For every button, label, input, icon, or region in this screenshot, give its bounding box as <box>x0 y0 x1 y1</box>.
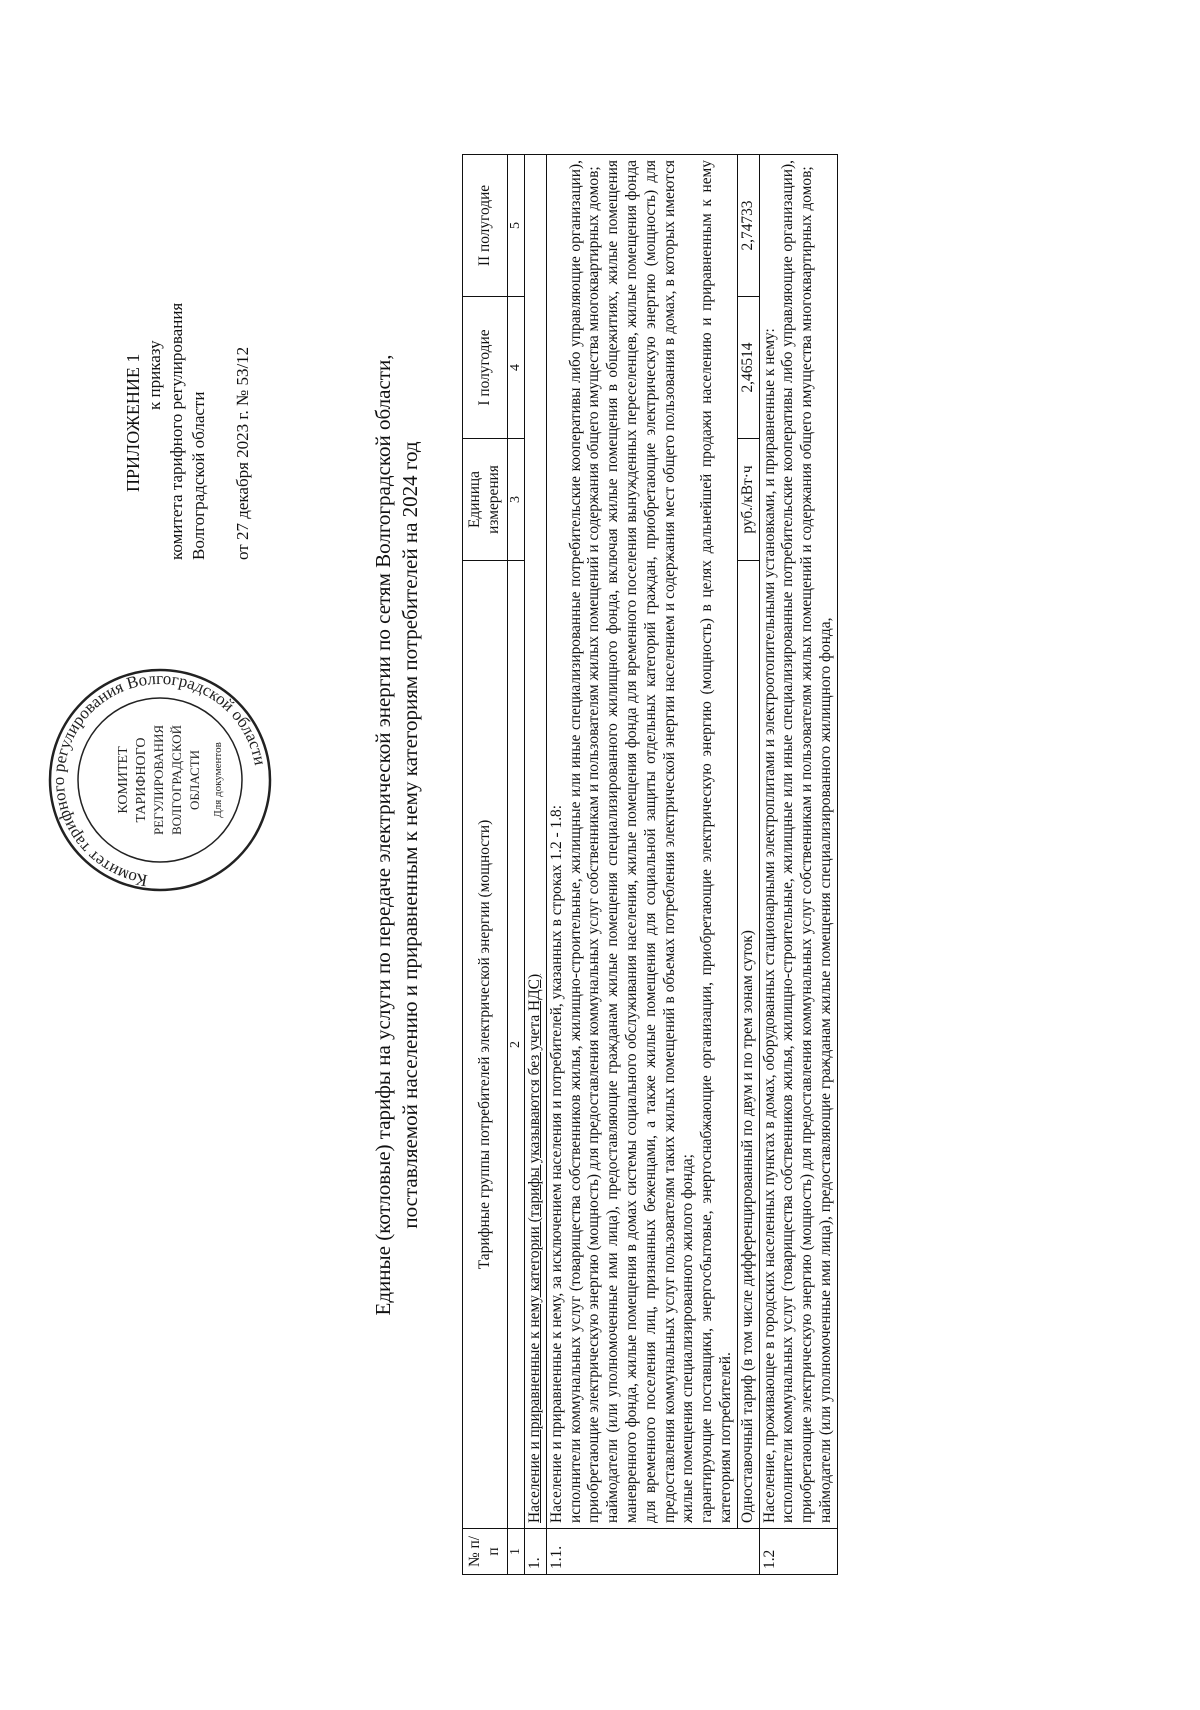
row-1-num: 1. <box>525 1529 547 1575</box>
colnum-1: 1 <box>508 1529 525 1575</box>
row-1-1-text <box>546 155 737 1529</box>
row-1-text <box>525 155 547 1529</box>
header-group: Тарифные группы потребителей электрической энергии (мощности) <box>463 561 508 1529</box>
committee-name: комитета тарифного регулирования <box>167 302 186 560</box>
colnum-5: 5 <box>508 155 525 297</box>
single-rate-h1: 2,46514 <box>737 297 759 439</box>
row-1-1-para-1: исполнители коммунальных услуг (товарищества собственников жилья, жилищно-строительные, жилищные или иные специализированные потребительские кооперативы либо управляющие организации), приобретающие электрическую энергию (мощность) для предоставления коммунальных услуг собственникам и пользователям жилых помещений и содержания общего имущества многоквартирных домов; <box>566 160 603 1523</box>
table-row <box>759 155 837 1575</box>
colnum-3: 3 <box>508 439 525 561</box>
table-header-row <box>463 155 508 1575</box>
table-row <box>546 155 737 1575</box>
document-title <box>370 260 424 1410</box>
single-rate-unit: руб./кВт·ч <box>737 439 759 561</box>
title-line-1: Единые (котловые) тарифы на услуги по передаче электрической энергии по сетям Волгоградской области, <box>371 354 395 1316</box>
title-line-2: поставляемой населению и приравненным к нему категориям потребителей на 2024 год <box>398 441 422 1229</box>
single-rate-text: Одноставочный тариф (в том числе дифференцированный по двум и по трем зонам суток) <box>737 561 759 1529</box>
order-ref: к приказу <box>145 340 164 410</box>
seal-center-1: КОМИТЕТ <box>116 746 131 814</box>
tariff-table <box>462 154 838 1575</box>
order-date: от 27 декабря 2023 г. № 53/12 <box>233 346 252 560</box>
header-unit: Единица измерения <box>463 439 508 561</box>
row-1-1-para-3: гарантирующие поставщики, энергосбытовые, энергоснабжающие организации, приобретающие электрическую энергию (мощность) в целях дальнейшей продажи населению и приравненным к нему категориям потребителей. <box>698 160 734 1523</box>
region-name: Волгоградской области <box>189 391 208 560</box>
row-1-1-num: 1.1. <box>546 1529 759 1575</box>
header-num: № п/п <box>463 1529 508 1575</box>
header-h2: II полугодие <box>463 155 508 297</box>
table-row <box>525 155 547 1575</box>
seal-center-5: ОБЛАСТИ <box>187 749 202 811</box>
table-row <box>737 155 759 1575</box>
appendix-label: ПРИЛОЖЕНИЕ 1 <box>123 353 143 492</box>
row-1-1-intro: Население и приравненные к нему, за исключением населения и потребителей, указанных в строках 1.2 - 1.8: <box>547 804 565 1523</box>
seal-center-2: ТАРИФНОГО <box>134 737 149 823</box>
column-number-row <box>508 155 525 1575</box>
row-1-2-num: 1.2 <box>759 1529 837 1575</box>
seal-center-4: ВОЛГОГРАДСКОЙ <box>169 725 184 835</box>
row-1-1-para-2: наймодатели (или уполномоченные ими лица), предоставляющие гражданам жилые помещения специализированного жилищного фонда, включая жилые помещения в общежитиях, жилые помещения маневренного фонда, жилые помещения в домах системы социального обслуживания населения, жилые помещения фонда для временного поселения вынужденных переселенцев, жилые помещения фонда для временного поселения лиц, признанных беженцами, а также жилые помещения для социальной защиты отдельных категорий граждан, приобретающие электрическую энергию (мощность) для предоставления коммунальных услуг пользователям таких жилых помещений в объемах потребления электрической энергии населением и содержания мест общего пользования в домах, в которых имеются жилые помещения специализированного жилого фонда; <box>604 160 697 1523</box>
colnum-2: 2 <box>508 561 525 1529</box>
colnum-4: 4 <box>508 297 525 439</box>
approval-block <box>122 230 254 560</box>
header-h1: I полугодие <box>463 297 508 439</box>
seal-center-6: Для документов <box>212 742 224 818</box>
seal-center-3: РЕГУЛИРОВАНИЯ <box>151 724 166 836</box>
row-1-2-intro: Население, проживающее в городских населенных пунктах в домах, оборудованных стационарными электроплитами и электроотопительными установками, и приравненные к нему: <box>760 328 778 1523</box>
single-rate-h2: 2,74733 <box>737 155 759 297</box>
row-1-label: Население и приравненные к нему категории (тарифы указываются без учета НДС) <box>526 973 543 1523</box>
seal-ring-text: Комитет тарифного регулирования Волгоградской области <box>48 668 270 891</box>
row-1-2-para-2: наймодатели (или уполномоченные ими лица), предоставляющие гражданам жилые помещения специализированного жилищного фонда, <box>816 617 834 1523</box>
official-seal-stamp <box>45 665 275 895</box>
row-1-2-text <box>759 155 837 1529</box>
row-1-2-para-1: исполнители коммунальных услуг (товарищества собственников жилья, жилищно-строительные, жилищные или иные специализированные потребительские кооперативы либо управляющие организации), приобретающие электрическую энергию (мощность) для предоставления коммунальных услуг собственникам и пользователям жилых помещений и содержания общего имущества многоквартирных домов; <box>779 160 816 1523</box>
